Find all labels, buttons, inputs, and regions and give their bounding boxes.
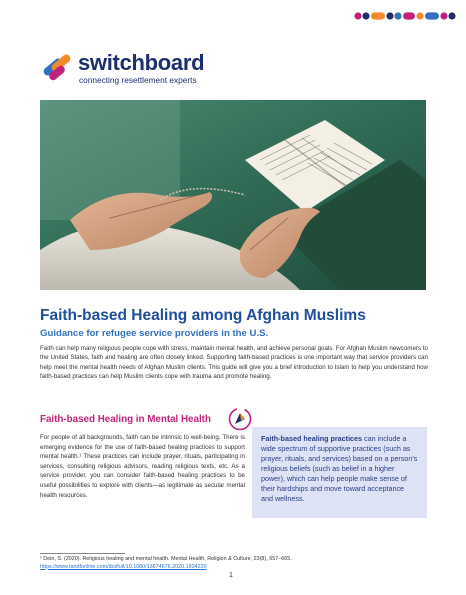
footnote-divider [40, 553, 125, 554]
decorative-dot-strip [354, 10, 460, 22]
callout-text: can include a wide spectrum of supportive practices (such as prayer, rituals, and services) based on a person's religious beliefs (such as belief in a higher power), which can help people make sense of their hardships and move toward acceptance and wellness. [261, 434, 418, 503]
footnote [40, 556, 428, 571]
footnote-link[interactable]: https://www.tandfonline.com/doi/full/10.1080/13674676.2020.1834220 [40, 563, 207, 570]
section-heading: Faith-based Healing in Mental Health [40, 414, 211, 425]
brand-tagline: connecting resettlement experts [79, 75, 197, 85]
footnote-citation: ¹ Dein, S. (2020). Religious healing and mental health. Mental Health, Religion & Culture, 23(8), 657–665. [40, 556, 292, 562]
brand-name: switchboard [78, 50, 205, 75]
callout-box [252, 427, 427, 518]
switchboard-logo [40, 50, 240, 86]
document-subtitle: Guidance for refugee service providers in the U.S. [40, 328, 269, 339]
callout-bold: Faith-based healing practices [261, 434, 363, 443]
intro-paragraph: Faith can help many religious people cope with stress, maintain mental health, and achieve personal goals. For Afghan Muslim newcomers to the United States, faith and healing are often closely linked. Supporting faith-based practices is one important way that service providers can help meet the mental health needs of Afghan Muslim clients. This guide will give you a brief introduction to Islam to help you understand how faith-based practices can help Muslim clients cope with trauma and promote healing. [40, 345, 428, 380]
photo-praying-hands-quran [40, 100, 426, 290]
hero-photo [40, 100, 426, 290]
section-body: For people of all backgrounds, faith can be intrinsic to well-being. There is emerging evidence for the use of faith-based healing practices to support mental health.¹ These practices can include prayer, rituals, participating in services, consulting religious advisors, reading religious texts, etc. As a service provider, you can consider faith-based healing practices to be useful possibilities to explore with clients—as legitimate as secular mental health resources. [40, 434, 245, 499]
switchboard-logo-icon [40, 50, 74, 84]
document-title: Faith-based Healing among Afghan Muslims [40, 307, 366, 324]
compass-arrow-icon [226, 405, 254, 433]
page-number: 1 [229, 572, 233, 579]
